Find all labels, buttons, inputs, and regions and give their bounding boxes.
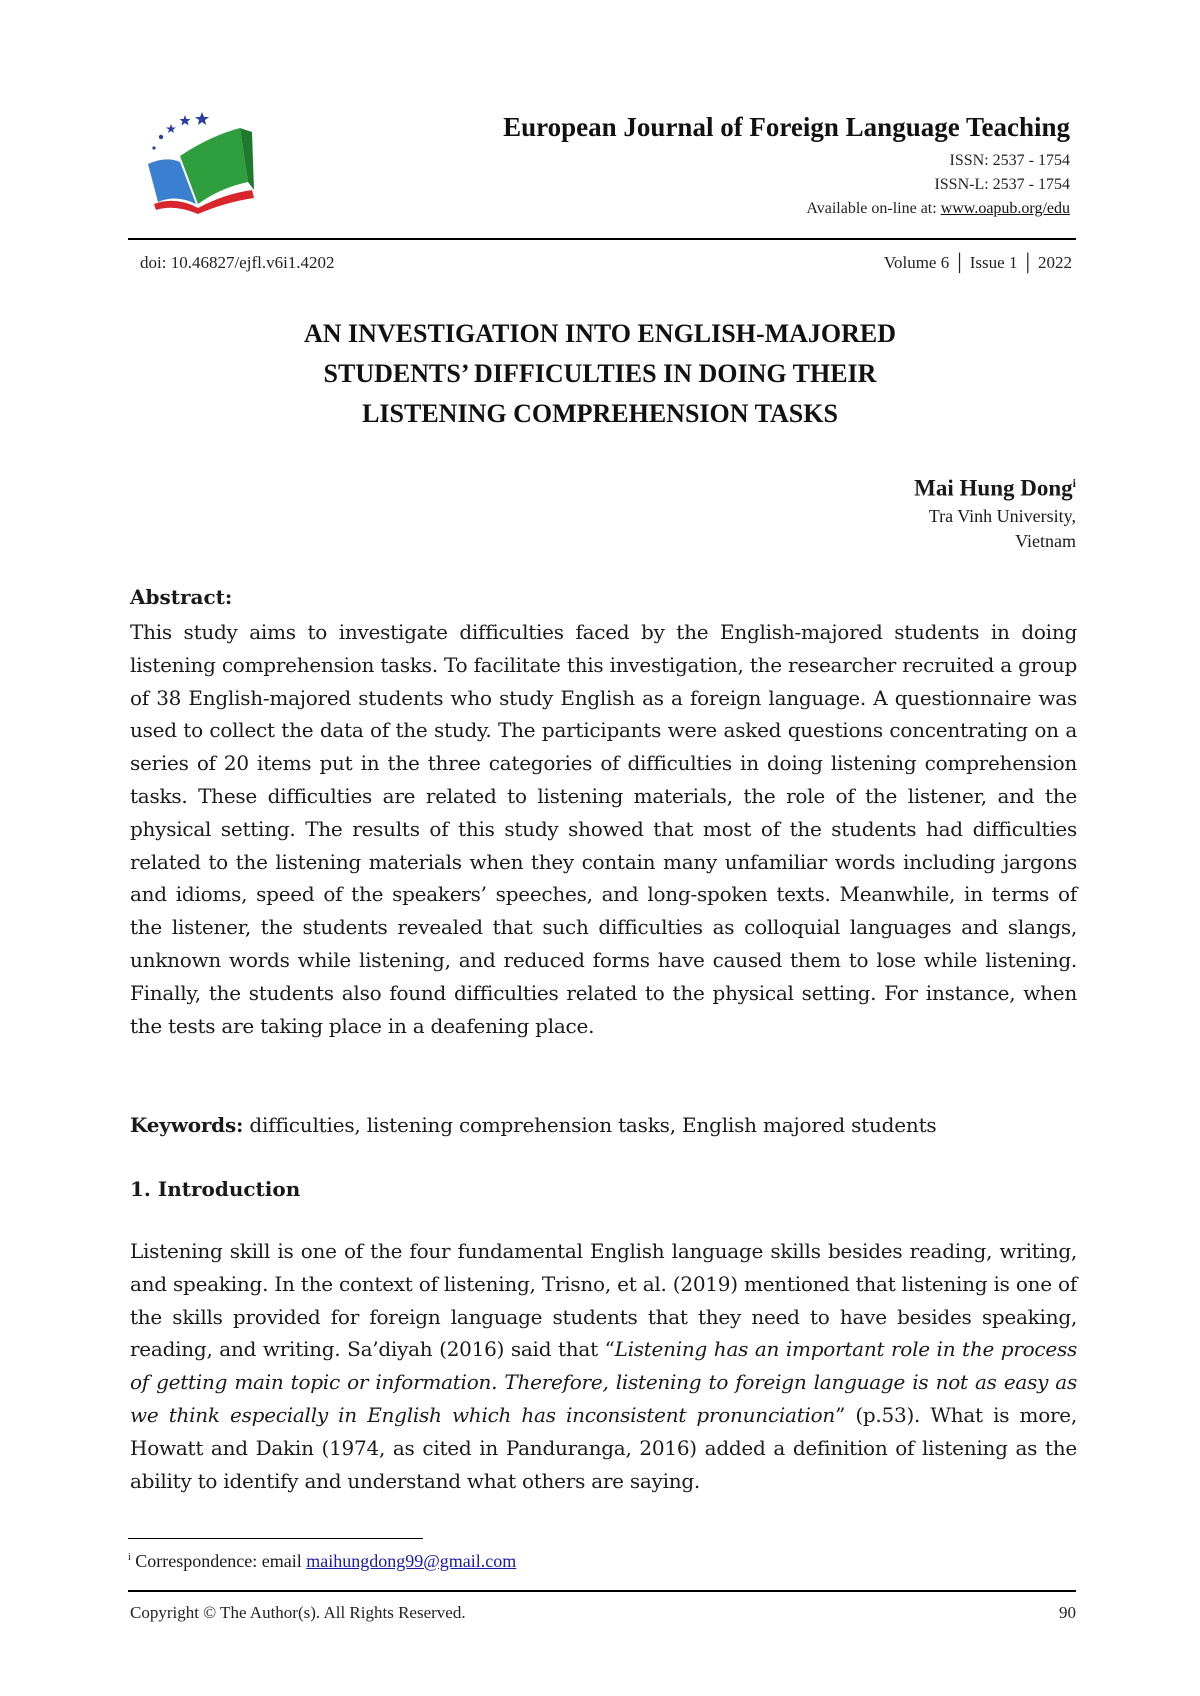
issn-l: ISSN-L: 2537 - 1754	[934, 176, 1070, 193]
footer-rule	[128, 1590, 1076, 1592]
page-number: 90	[1059, 1603, 1076, 1622]
abstract-text: This study aims to investigate difficulties faced by the English-majored students in doing listening comprehension tasks. To facilitate this investigation, the researcher recruited a group of 38 English-majored students who study English as a foreign language. A questionnaire was used to collect the data of the study. The participants were asked questions concentrating on a series of 20 items put in the three categories of difficulties in doing listening comprehension tasks. These difficulties are related to listening materials, the role of the listener, and the physical setting. The results of this study showed that most of the students had difficulties related to the listening materials when they contain many unfamiliar words including jargons and idioms, speed of the speakers’ speeches, and long-spoken texts. Meanwhile, in terms of the listener, the students revealed that such difficulties as colloquial languages and slangs, unknown words while listening, and reduced forms have caused them to lose while listening. Finally, the students also found difficulties related to the physical setting. For instance, when the tests are taking place in a deafening place.	[130, 620, 1077, 1038]
header-rule	[128, 238, 1076, 240]
author-name-text: Mai Hung Dong	[914, 475, 1073, 501]
paper-title	[200, 314, 1000, 434]
available-online	[503, 197, 1070, 221]
author-name	[914, 468, 1076, 504]
abstract-section	[130, 584, 1077, 1042]
journal-title: European Journal of Foreign Language Teaching	[503, 112, 1070, 142]
introduction-heading-wrap	[130, 1176, 1077, 1202]
intro-quote: Listening has an important role in the process of getting main topic or information. Therefore, listening to foreign language is not as easy as we think especially in English which has inconsistent pronunciation	[130, 1337, 1077, 1427]
title-line: LISTENING COMPREHENSION TASKS	[362, 399, 838, 428]
abstract-heading: Abstract:	[130, 585, 233, 609]
journal-website-link[interactable]: www.oapub.org/edu	[940, 200, 1070, 217]
footnote	[128, 1551, 516, 1572]
issn: ISSN: 2537 - 1754	[949, 152, 1070, 169]
intro-text-2: ” (p.53). What is more, Howatt and Dakin (1974, as cited in Panduranga, 2016) added a definition of listening as the ability to identify and understand what others are saying.	[130, 1402, 1077, 1493]
intro-text-1: Listening skill is one of the four fundamental English language skills besides reading, writing, and speaking. In the context of listening, Trisno, et al. (2019) mentioned that listening is one of the skills provided for foreign language students that they need to have besides speaking, reading, and writing. Sa’diyah (2016) said that “	[130, 1239, 1077, 1362]
journal-info	[503, 112, 1070, 221]
footnote-rule	[128, 1538, 423, 1539]
introduction-heading: 1. Introduction	[130, 1177, 301, 1201]
author-country: Vietnam	[1015, 530, 1076, 551]
author-block	[914, 468, 1076, 554]
journal-logo	[140, 106, 265, 216]
doi: doi: 10.46827/ejfl.v6i1.4202	[140, 253, 335, 272]
keywords	[130, 1110, 1077, 1140]
correspondence-email-link[interactable]: maihungdong99@gmail.com	[306, 1551, 517, 1571]
introduction-paragraph	[130, 1235, 1077, 1497]
keywords-label: Keywords:	[130, 1113, 244, 1137]
copyright: Copyright © The Author(s). All Rights Reserved.	[130, 1603, 466, 1622]
volume-issue: Volume 6 │ Issue 1 │ 2022	[883, 253, 1072, 272]
introduction-section	[130, 1235, 1077, 1497]
keywords-text: difficulties, listening comprehension tasks, English majored students	[243, 1113, 937, 1137]
footnote-marker: i	[128, 1552, 131, 1563]
author-affiliation: Tra Vinh University,	[928, 505, 1076, 526]
title-line: STUDENTS’ DIFFICULTIES IN DOING THEIR	[323, 359, 877, 388]
footnote-label: Correspondence: email	[130, 1551, 307, 1571]
title-line: AN INVESTIGATION INTO ENGLISH-MAJORED	[303, 319, 897, 348]
available-label: Available on-line at:	[806, 200, 941, 217]
author-footnote-marker: i	[1072, 476, 1076, 490]
